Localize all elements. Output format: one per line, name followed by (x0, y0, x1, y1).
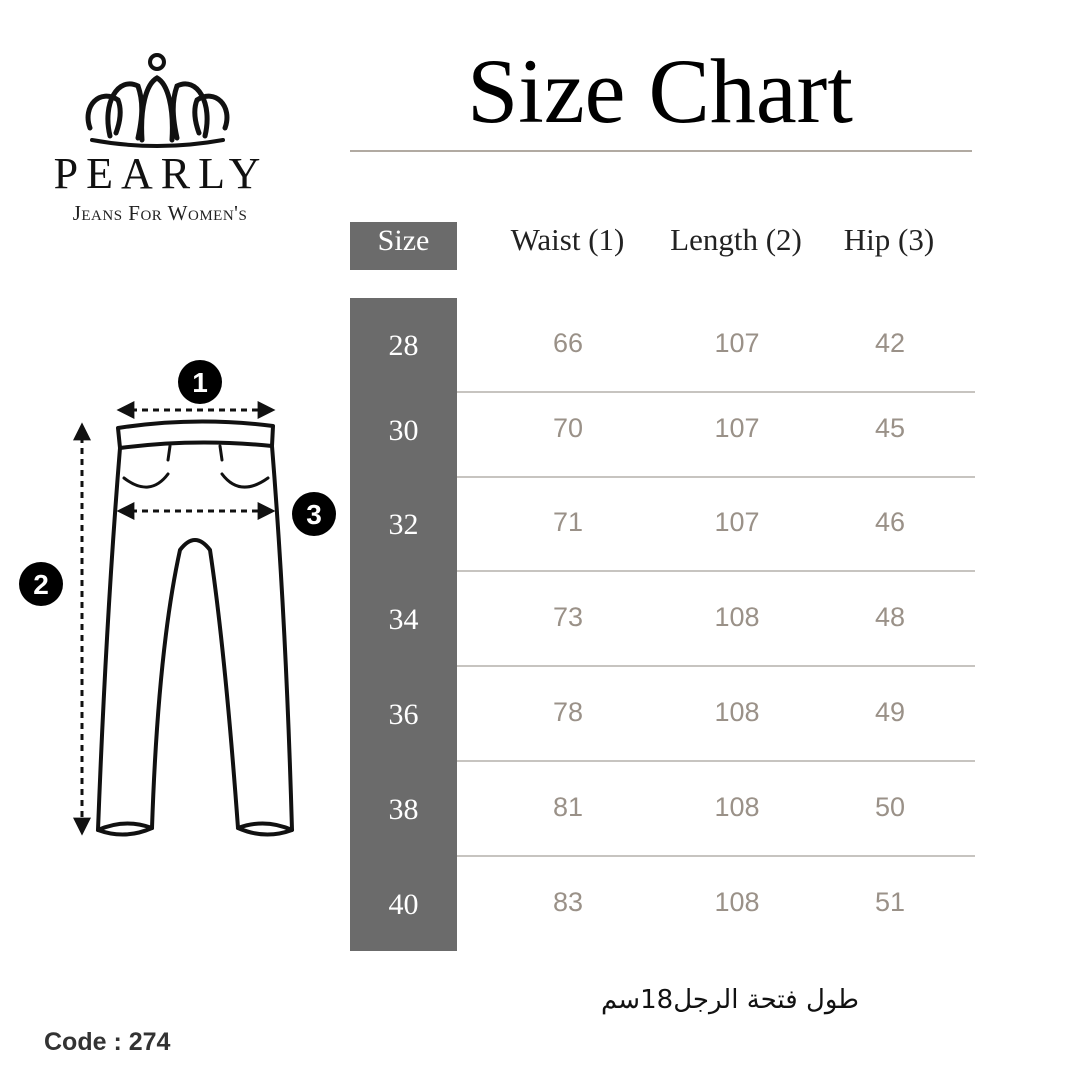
page-title: Size Chart (467, 40, 853, 142)
hip-value: 48 (874, 602, 906, 632)
size-cell: 28 (388, 329, 419, 362)
measurement-lines (82, 410, 272, 832)
hip-value: 46 (874, 507, 906, 537)
waist-value: 73 (552, 602, 584, 632)
marker-2 (19, 562, 63, 606)
table-row (350, 857, 975, 952)
size-cell: 30 (388, 414, 419, 447)
waist-value: 71 (552, 507, 584, 537)
length-value: 107 (714, 507, 760, 537)
waist-value: 66 (552, 328, 584, 358)
leg-opening-note: طول فتحة الرجل18سم (601, 985, 859, 1015)
product-code: Code : 274 (44, 1028, 171, 1056)
brand-tagline: Jeans For Women's (72, 201, 248, 225)
size-cell: 38 (388, 793, 419, 826)
marker-label: 1 (192, 367, 208, 398)
size-column-header: Size (350, 222, 457, 270)
title-divider (350, 150, 972, 152)
marker-label: 2 (33, 569, 49, 600)
waist-column-header: Waist (1) (510, 222, 625, 257)
size-cell: 34 (388, 603, 419, 636)
waist-value: 78 (552, 697, 584, 727)
table-row (350, 383, 975, 478)
length-value: 108 (714, 792, 760, 822)
length-value: 107 (714, 413, 760, 443)
brand-name: PEARLY (53, 149, 269, 198)
hip-value: 42 (874, 328, 906, 358)
length-value: 108 (714, 602, 760, 632)
marker-1 (178, 360, 222, 404)
hip-value: 49 (874, 697, 906, 727)
pants-icon (10, 350, 350, 850)
hip-column-header: Hip (3) (843, 222, 935, 257)
hip-value: 45 (874, 413, 906, 443)
marker-label: 3 (306, 499, 322, 530)
length-value: 107 (714, 328, 760, 358)
table-row (350, 762, 975, 857)
hip-value: 50 (874, 792, 906, 822)
table-row (350, 667, 975, 762)
length-column-header: Length (2) (670, 222, 802, 257)
size-cell: 36 (388, 698, 419, 731)
length-value: 108 (714, 697, 760, 727)
waist-value: 81 (552, 792, 584, 822)
marker-3 (292, 492, 336, 536)
table-row (350, 298, 975, 393)
hip-value: 51 (874, 887, 906, 917)
table-row (350, 572, 975, 667)
waist-value: 83 (552, 887, 584, 917)
length-value: 108 (714, 887, 760, 917)
pants-outline (98, 421, 292, 834)
size-cell: 32 (388, 508, 419, 541)
table-row (350, 477, 975, 572)
crown-logo-icon (80, 48, 235, 153)
waist-value: 70 (552, 413, 584, 443)
size-cell: 40 (388, 888, 419, 921)
